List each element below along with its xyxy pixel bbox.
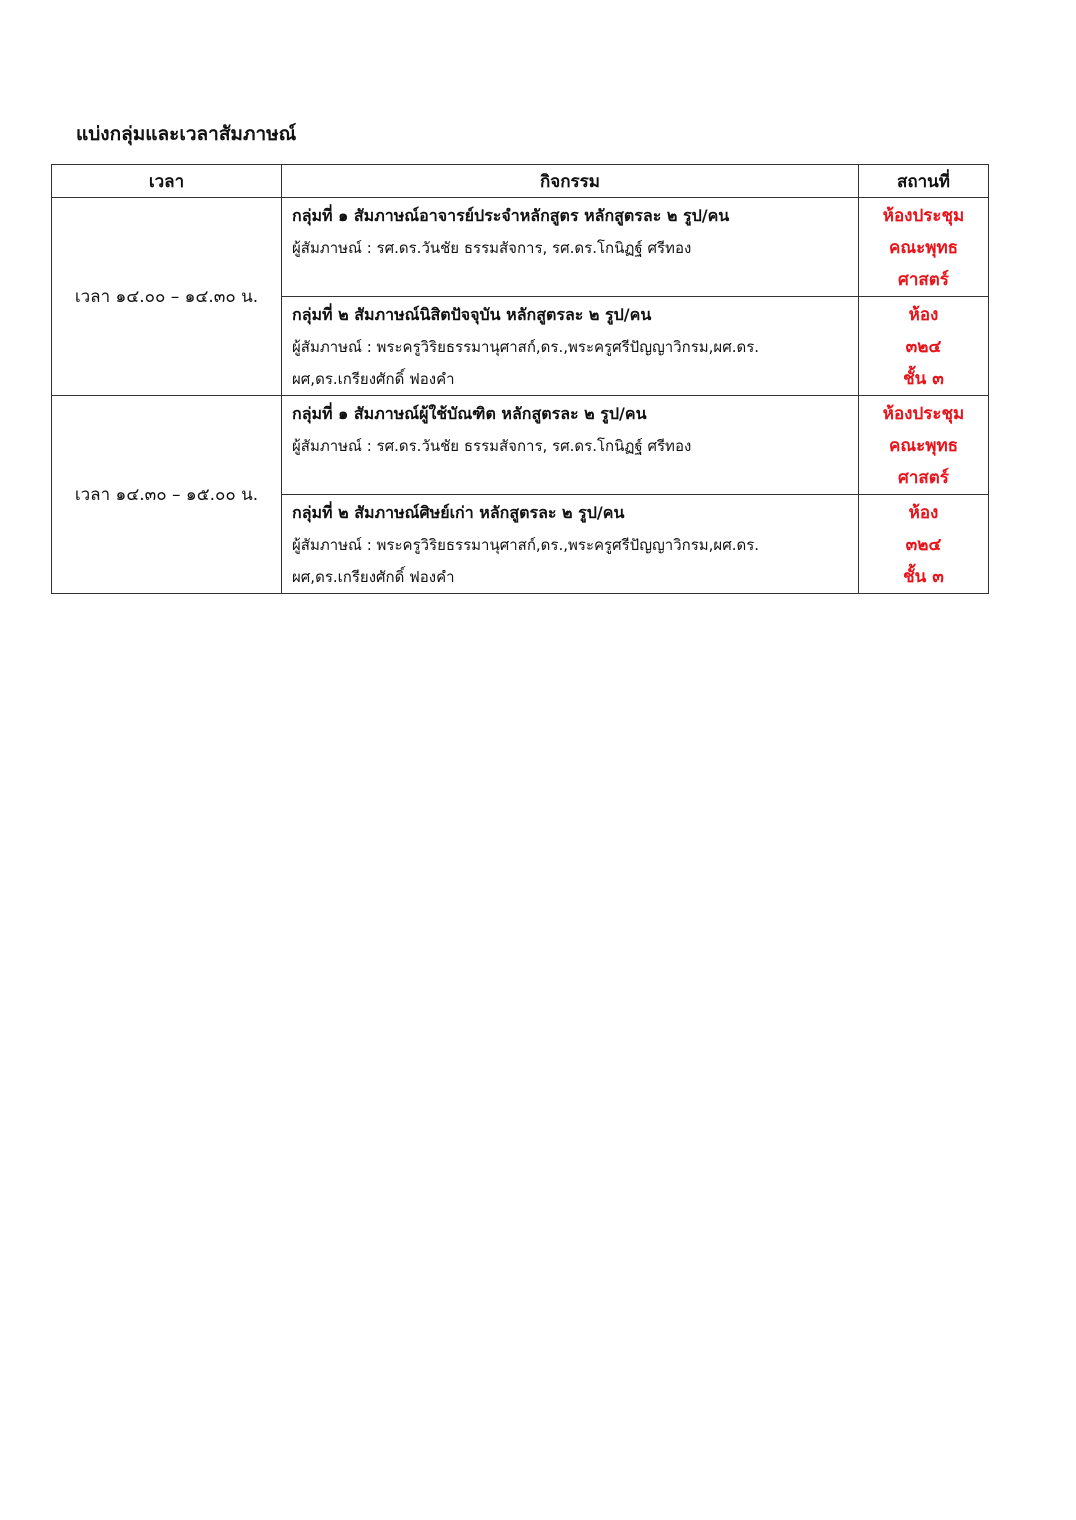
table-header-row — [52, 165, 989, 198]
table-row — [52, 198, 989, 297]
group-title: กลุ่มที่ ๒ สัมภาษณ์นิสิตปัจจุบัน หลักสูตรละ ๒ รูป/คน — [292, 305, 652, 324]
group-title: กลุ่มที่ ๒ สัมภาษณ์ศิษย์เก่า หลักสูตรละ ๒ รูป/คน — [292, 503, 625, 522]
activity-cell — [282, 297, 859, 396]
place-line: คณะพุทธ — [888, 238, 959, 258]
activity-cell — [282, 396, 859, 495]
session-time: เวลา ๑๔.๓๐ – ๑๕.๐๐ น. — [52, 396, 282, 594]
session-time: เวลา ๑๔.๐๐ – ๑๔.๓๐ น. — [52, 198, 282, 396]
place-cell — [859, 198, 989, 297]
header-time: เวลา — [52, 165, 282, 198]
page-title: แบ่งกลุ่มและเวลาสัมภาษณ์ — [76, 123, 297, 145]
place-line: ๓๒๔ — [905, 535, 942, 555]
place-cell — [859, 396, 989, 495]
place-line: ชั้น ๓ — [903, 567, 944, 587]
header-activity: กิจกรรม — [282, 165, 859, 198]
place-line: ศาสตร์ — [898, 468, 949, 488]
place-cell — [859, 297, 989, 396]
place-cell — [859, 495, 989, 594]
place-line: ชั้น ๓ — [903, 369, 944, 389]
interviewers-text: ผู้สัมภาษณ์ : พระครูวิริยธรรมานุศาสก์,ดร.,พระครูศรีปัญญาวิกรม,ผศ.ดร. ผศ,ดร.เกรียงศักดิ์ ฟองคำ — [292, 536, 760, 586]
place-line: ห้องประชุม — [882, 404, 965, 424]
place-line: คณะพุทธ — [888, 436, 959, 456]
group-title: กลุ่มที่ ๑ สัมภาษณ์ผู้ใช้บัณฑิต หลักสูตรละ ๒ รูป/คน — [292, 404, 647, 423]
header-place: สถานที่ — [859, 165, 989, 198]
interviewers-text: ผู้สัมภาษณ์ : พระครูวิริยธรรมานุศาสก์,ดร.,พระครูศรีปัญญาวิกรม,ผศ.ดร. ผศ,ดร.เกรียงศักดิ์ ฟองคำ — [292, 338, 760, 388]
place-line: ศาสตร์ — [898, 270, 949, 290]
activity-cell — [282, 495, 859, 594]
group-title: กลุ่มที่ ๑ สัมภาษณ์อาจารย์ประจำหลักสูตร หลักสูตรละ ๒ รูป/คน — [292, 206, 730, 225]
interviewers-text: ผู้สัมภาษณ์ : รศ.ดร.วันชัย ธรรมสัจการ, รศ.ดร.โกนิฏฐ์ ศรีทอง — [292, 239, 692, 257]
table-row — [52, 396, 989, 495]
place-line: ห้องประชุม — [882, 206, 965, 226]
place-line: ห้อง — [908, 305, 939, 325]
schedule-table — [51, 164, 989, 594]
interviewers-text: ผู้สัมภาษณ์ : รศ.ดร.วันชัย ธรรมสัจการ, รศ.ดร.โกนิฏฐ์ ศรีทอง — [292, 437, 692, 455]
place-line: ห้อง — [908, 503, 939, 523]
place-line: ๓๒๔ — [905, 337, 942, 357]
activity-cell — [282, 198, 859, 297]
